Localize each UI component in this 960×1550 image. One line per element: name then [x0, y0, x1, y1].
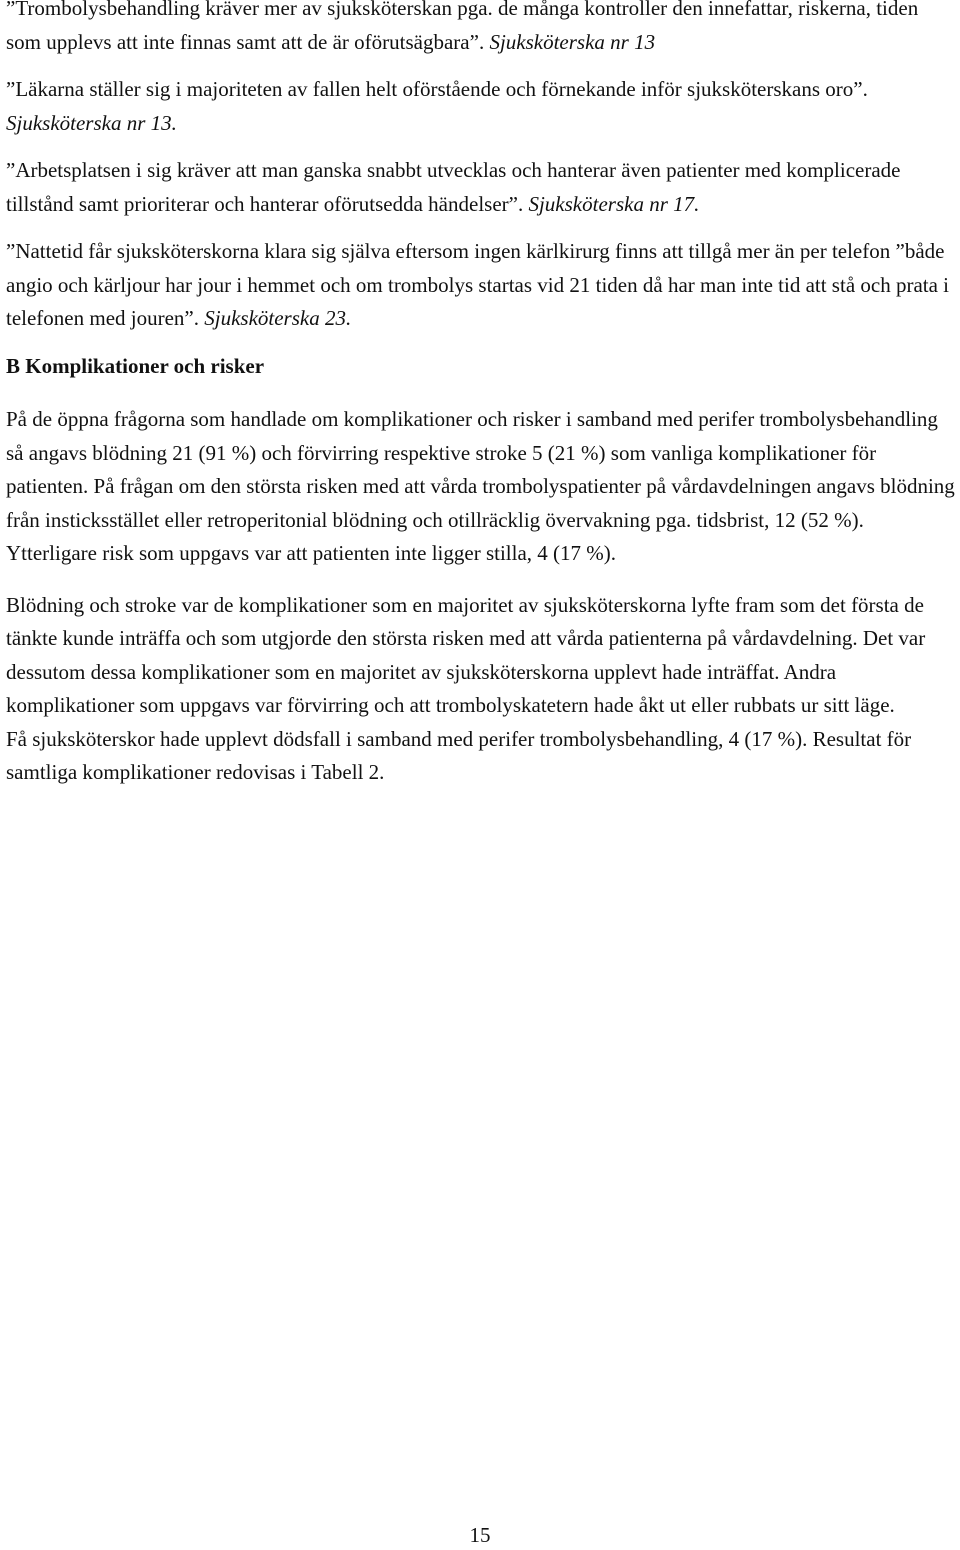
quote-4-text: ”Nattetid får sjuksköterskorna klara sig själva eftersom ingen kärlkirurg finns att tillgå mer än per telefon ”både angio och kärljour har jour i hemmet och om trombolys startas vid 21 tiden då har man inte tid att stå och prata i telefonen med jouren”. — [6, 239, 950, 330]
body-paragraph-3: Få sjuksköterskor hade upplevt dödsfall i samband med perifer trombolysbehandling, 4 (17 %). Resultat för samtliga komplikationer redovisas i Tabell 2. — [6, 726, 912, 784]
quote-2-source: Sjuksköterska nr 13. — [6, 110, 177, 135]
quote-3-source: Sjuksköterska nr 17. — [528, 191, 700, 216]
quote-1 — [6, 0, 956, 59]
quote-2-text: ”Läkarna ställer sig i majoriteten av fallen helt oförstående och förnekande inför sjuksköterskans oro”. — [6, 77, 868, 101]
quote-1-source: Sjuksköterska nr 13 — [489, 29, 656, 54]
body-paragraph-2: Blödning och stroke var de komplikationer som en majoritet av sjuksköterskorna lyfte fram som det första de tänkte kunde inträffa och som utgjorde den största risken med att vårda patienterna på vårdavdelning. Det var dessutom dessa komplikationer som en majoritet av sjuksköterskorna upplevt hade inträffat. Andra komplikationer som uppgavs var förvirring och att trombolyskatetern hade åkt ut eller rubbats ur sitt läge. — [6, 592, 926, 717]
quote-3-text: ”Arbetsplatsen i sig kräver att man ganska snabbt utvecklas och hanterar även patienter med komplicerade tillstånd samt prioriterar och hanterar oförutsedda händelser”. — [6, 158, 901, 216]
page-number: 15 — [469, 1523, 491, 1547]
quote-section — [6, 0, 956, 336]
body-paragraph-1: På de öppna frågorna som handlade om komplikationer och risker i samband med perifer trombolysbehandling så angavs blödning 21 (91 %) och förvirring respektive stroke 5 (21 %) som vanliga komplikationer för patienten. På frågan om den största risken med att vårda trombolyspatienter på vårdavdelningen angavs blödning från insticksstället eller retroperitonial blödning och otillräcklig övervakning pga. tidsbrist, 12 (52 %). Ytterligare risk som uppgavs var att patienten inte ligger stilla, 4 (17 %). — [6, 407, 955, 565]
quote-4 — [6, 235, 956, 336]
document-page — [6, 0, 956, 790]
quote-1-text: ”Trombolysbehandling kräver mer av sjuksköterskan pga. de många kontroller den innefattar, riskerna, tiden som upplevs att inte finnas samt att de är oförutsägbara”. — [6, 0, 919, 54]
quote-4-source: Sjuksköterska 23. — [204, 306, 352, 330]
quote-2 — [6, 73, 956, 140]
section-heading: B Komplikationer och risker — [6, 353, 265, 378]
quote-3 — [6, 154, 956, 221]
